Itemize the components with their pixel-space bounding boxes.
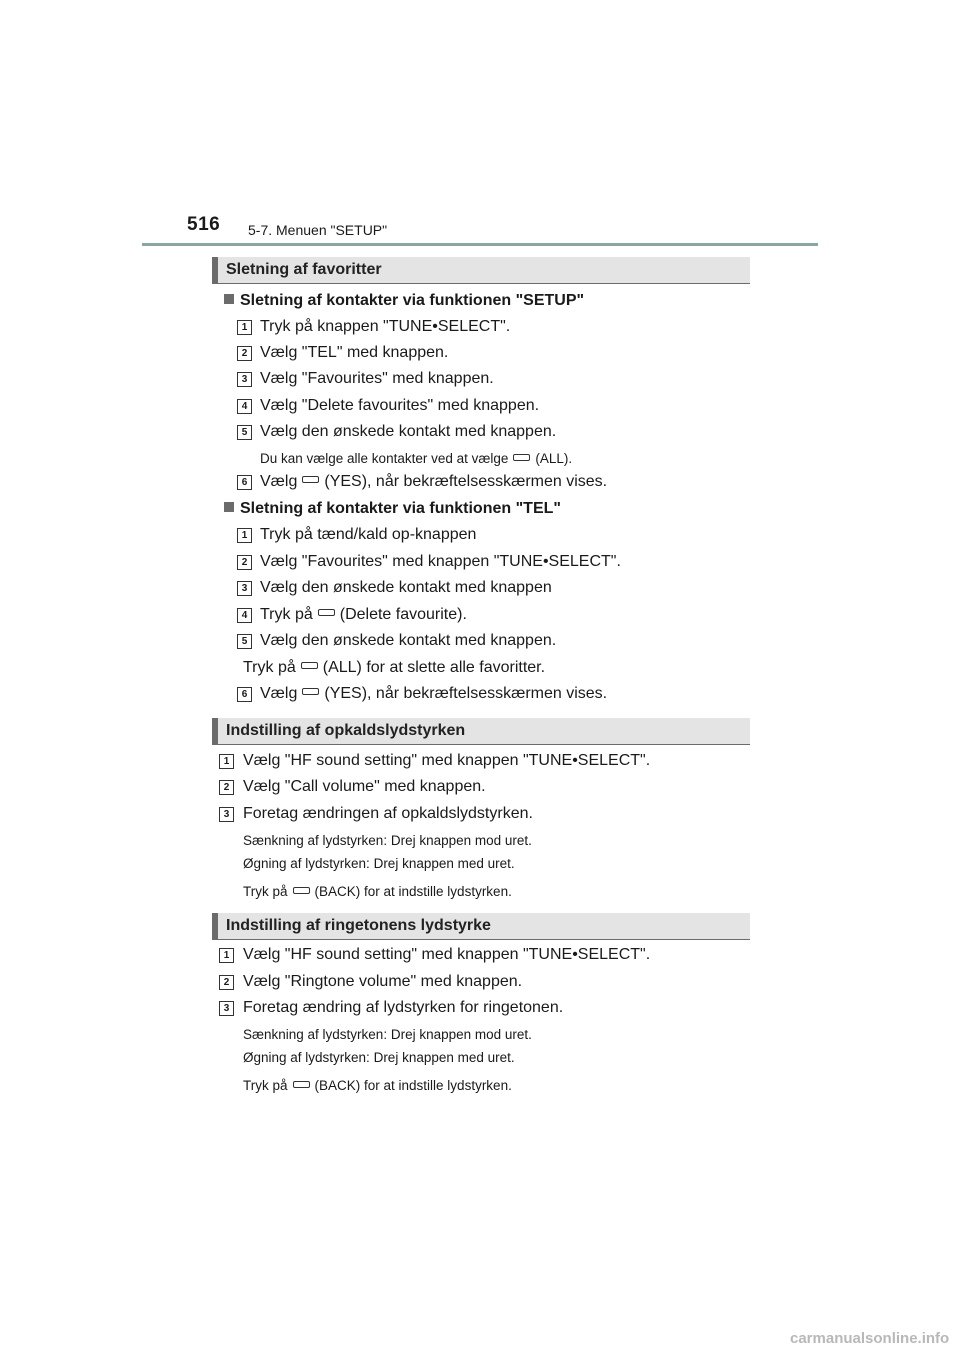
step-text: Vælg "Favourites" med knappen. xyxy=(260,370,494,387)
step-badge: 2 xyxy=(219,975,234,990)
step-text: Vælg (YES), når bekræftelsesskærmen vises. xyxy=(260,685,608,702)
subheading-tel: Sletning af kontakter via funktionen "TEL" xyxy=(224,500,561,518)
page-number: 516 xyxy=(187,214,221,235)
step-note: Du kan vælge alle kontakter ved at vælge (ALL). xyxy=(260,451,573,466)
square-bullet-icon xyxy=(224,294,234,304)
step-badge: 5 xyxy=(237,425,252,440)
step-badge: 6 xyxy=(237,475,252,490)
section-heading-ringtone xyxy=(212,913,750,940)
step-text: Tryk på (Delete favourite). xyxy=(260,606,467,623)
step-badge: 1 xyxy=(219,948,234,963)
step-text: Vælg "Delete favourites" med knappen. xyxy=(260,397,540,414)
step-note: Sænkning af lydstyrken: Drej knappen mod uret. xyxy=(243,1027,532,1042)
screen-button-icon xyxy=(301,662,318,669)
step-badge: 2 xyxy=(237,346,252,361)
step-text: Tryk på tænd/kald op-knappen xyxy=(260,526,477,543)
step-note: Øgning af lydstyrken: Drej knappen med uret. xyxy=(243,1050,515,1065)
step-note: Tryk på (BACK) for at indstille lydstyrken. xyxy=(243,1078,512,1093)
screen-button-icon xyxy=(293,1081,310,1088)
step-badge: 4 xyxy=(237,608,252,623)
header-rule xyxy=(142,243,818,246)
screen-button-icon xyxy=(302,476,319,483)
square-bullet-icon xyxy=(224,502,234,512)
section-title: Sletning af favoritter xyxy=(226,261,382,278)
section-heading-favorites xyxy=(212,257,750,284)
step-badge: 1 xyxy=(237,320,252,335)
step-text: Vælg den ønskede kontakt med knappen. xyxy=(260,632,557,649)
step-text: Vælg den ønskede kontakt med knappen. xyxy=(260,423,557,440)
step-text: Vælg "HF sound setting" med knappen "TUNE•SELECT". xyxy=(243,752,651,769)
step-note: Tryk på (BACK) for at indstille lydstyrken. xyxy=(243,884,512,899)
section-title: Indstilling af ringetonens lydstyrke xyxy=(226,917,491,934)
watermark: carmanualsonline.info xyxy=(790,1330,950,1347)
step-text: Vælg "TEL" med knappen. xyxy=(260,344,449,361)
step-note: Sænkning af lydstyrken: Drej knappen mod uret. xyxy=(243,833,532,848)
screen-button-icon xyxy=(318,609,335,616)
step-badge: 1 xyxy=(237,528,252,543)
step-text: Tryk på knappen "TUNE•SELECT". xyxy=(260,318,511,335)
step-note: Tryk på (ALL) for at slette alle favoritter. xyxy=(243,659,546,676)
step-note: Øgning af lydstyrken: Drej knappen med uret. xyxy=(243,856,515,871)
screen-button-icon xyxy=(293,887,310,894)
step-text: Vælg "Favourites" med knappen "TUNE•SELECT". xyxy=(260,553,621,570)
subheading-setup: Sletning af kontakter via funktionen "SETUP" xyxy=(224,292,584,310)
step-text: Vælg (YES), når bekræftelsesskærmen vises. xyxy=(260,473,608,490)
screen-button-icon xyxy=(513,454,530,461)
step-badge: 3 xyxy=(237,581,252,596)
section-heading-call-volume xyxy=(212,718,750,745)
step-badge: 5 xyxy=(237,634,252,649)
step-badge: 6 xyxy=(237,687,252,702)
chapter-title: 5-7. Menuen "SETUP" xyxy=(248,222,388,238)
step-badge: 3 xyxy=(219,1001,234,1016)
screen-button-icon xyxy=(302,688,319,695)
step-badge: 2 xyxy=(219,780,234,795)
step-text: Vælg "Call volume" med knappen. xyxy=(243,778,486,795)
step-badge: 3 xyxy=(219,807,234,822)
step-text: Foretag ændring af lydstyrken for ringetonen. xyxy=(243,999,564,1016)
step-badge: 4 xyxy=(237,399,252,414)
step-text: Vælg den ønskede kontakt med knappen xyxy=(260,579,552,596)
section-title: Indstilling af opkaldslydstyrken xyxy=(226,722,466,739)
step-badge: 2 xyxy=(237,555,252,570)
step-text: Foretag ændringen af opkaldslydstyrken. xyxy=(243,805,533,822)
step-text: Vælg "Ringtone volume" med knappen. xyxy=(243,973,523,990)
step-badge: 3 xyxy=(237,372,252,387)
step-text: Vælg "HF sound setting" med knappen "TUNE•SELECT". xyxy=(243,946,651,963)
step-badge: 1 xyxy=(219,754,234,769)
